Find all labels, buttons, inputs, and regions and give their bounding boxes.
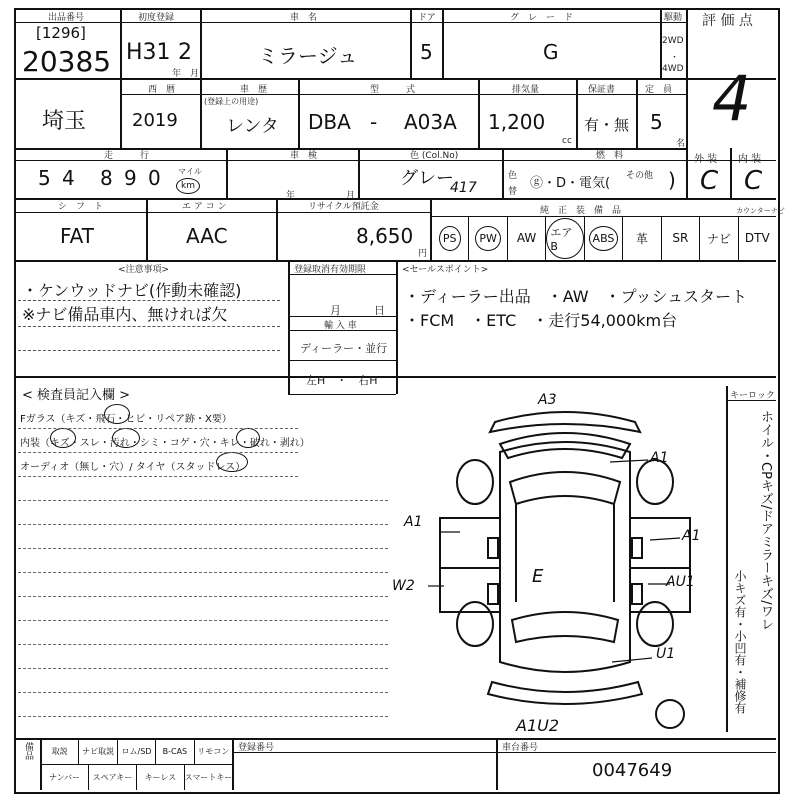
capacity: 5 (650, 110, 663, 134)
dashed-rule (18, 300, 280, 301)
exterior-label: 外 装 (694, 154, 718, 165)
aircon-label: エ ア コ ン (182, 202, 227, 212)
rear-right-wheel (637, 602, 673, 646)
warranty-label: 保証書 (588, 85, 616, 95)
right-door-front (630, 518, 690, 568)
grade-label: グ レ ー ド (510, 13, 574, 23)
col-divider (120, 78, 122, 148)
col-divider (146, 198, 148, 260)
dashed-rule (18, 524, 388, 525)
inspection-year: 年 (286, 191, 296, 201)
drive-4wd: 4WD (662, 64, 684, 74)
cc-unit: cc (562, 136, 572, 146)
western-label: 西 暦 (148, 85, 176, 95)
col-divider (576, 78, 578, 148)
inspector-line: オーディオ（無し・穴）/ タイヤ（スタッドレス） (20, 462, 246, 473)
col-divider (120, 8, 122, 78)
left-door-rear (440, 568, 500, 612)
spare-tire (656, 700, 684, 728)
caution-line: ※ナビ備品車内、無ければ欠 (22, 305, 228, 324)
color: グレー (400, 168, 454, 189)
year-unit: 年 (172, 69, 182, 79)
caution-label: <注意事項> (118, 265, 170, 275)
supply-item: B-CAS (155, 738, 193, 764)
dashed-rule (18, 716, 388, 717)
reg-number-label: 登録番号 (238, 743, 275, 753)
lot-bracket: [1296] (36, 24, 86, 42)
exterior-grade: C (700, 166, 719, 196)
col-divider (200, 78, 202, 148)
equipment-label: ABS (589, 226, 619, 251)
header-line (14, 212, 430, 213)
grade: G (543, 40, 559, 64)
carnavi-label: カウンターナビ (736, 207, 785, 215)
left-handle (488, 584, 498, 604)
row-divider (14, 376, 776, 378)
equipment-label: PW (475, 226, 501, 251)
dashed-rule (18, 452, 298, 453)
right-handle (632, 584, 642, 604)
rear-window (512, 612, 618, 642)
unit-mile: マイル (178, 167, 202, 176)
supply-item: リモコン (194, 738, 232, 764)
circle-mark (236, 428, 260, 448)
damage-mark: A3 (538, 392, 557, 408)
dashed-rule (18, 326, 280, 327)
front-right-wheel (637, 460, 673, 504)
key-lock-label: キーロック (730, 391, 775, 401)
col-divider (636, 78, 638, 148)
handle-value: 左H ・ 右H (306, 374, 378, 387)
car-name: ミラージュ (258, 44, 358, 68)
supplies-side-label: 備品 (23, 742, 33, 760)
pillars (516, 504, 614, 602)
rear-left-wheel (457, 602, 493, 646)
usage-label: 車 歴 (240, 85, 268, 95)
equipment-label: 革 (635, 231, 648, 246)
mileage-digit: 5 (38, 166, 51, 190)
inspector-line: Fガラス（キズ・飛石・ヒビ・リペア跡・X要） (20, 414, 232, 425)
row-divider (14, 78, 776, 80)
chassis-label: 車台番号 (502, 743, 539, 753)
mileage-digit: 9 (124, 166, 137, 190)
caution-line: ・ケンウッドナビ(作動未確認) (22, 281, 242, 300)
model-dash: - (370, 110, 378, 134)
mileage-label: 走 行 (104, 151, 150, 161)
chassis-number: 0047649 (592, 760, 673, 781)
model-code: A03A (404, 110, 457, 134)
first-reg-label: 初度登録 (138, 13, 175, 23)
col-divider (442, 8, 444, 78)
doors-label: ドア (418, 13, 436, 23)
drive-2wd: 2WD (662, 36, 684, 46)
fuel-close: ) (668, 168, 676, 192)
reg-era: H31 (126, 40, 171, 65)
drive-dot: ・ (670, 53, 680, 63)
col-divider (730, 148, 732, 198)
equipment-label: AW (516, 231, 537, 245)
col-divider (298, 78, 300, 148)
dashed-rule (18, 572, 388, 573)
equipment-row (430, 216, 776, 260)
header-line (14, 22, 686, 23)
capacity-unit: 名 (676, 139, 686, 149)
inspection-label: 車 検 (290, 151, 318, 161)
shift-label: シ フ ト (58, 202, 104, 212)
damage-mark: A1 (404, 514, 423, 530)
dashed-rule (18, 428, 298, 429)
doors: 5 (420, 40, 433, 64)
damage-mark: AU1 (666, 574, 695, 590)
right-mirror (632, 538, 642, 558)
color-code: 417 (450, 180, 477, 196)
mileage-digit: 8 (100, 166, 113, 190)
fuel: ⓖ・D・電気( (530, 176, 611, 191)
reg-expiry-label: 登録取消有効期限 (294, 265, 367, 275)
dashed-rule (18, 596, 388, 597)
col-divider (276, 198, 278, 260)
hood-front (500, 433, 630, 458)
warranty: 有・無 (584, 116, 630, 134)
equipment-label: SR (672, 231, 689, 245)
equipment-label: PS (439, 226, 461, 251)
equipment-label: DTV (744, 231, 770, 245)
equipment-item (545, 216, 583, 260)
import-value: ディーラー・並行 (300, 342, 388, 355)
inspection-month: 月 (346, 191, 356, 201)
lot-label: 出品番号 (48, 13, 85, 23)
damage-mark: A1 (682, 528, 701, 544)
col-divider (686, 148, 688, 198)
score: 4 (712, 62, 752, 135)
damage-mark: U1 (656, 646, 676, 662)
import-label: 輸 入 車 (324, 321, 357, 331)
supplies-row-1 (40, 738, 232, 764)
damage-mark: E (532, 566, 544, 587)
color-change-1: 色 (508, 171, 518, 181)
dashed-rule (18, 692, 388, 693)
inspector-line: 内装（キズ・スレ・汚れ・シミ・コゲ・穴・キレ・破れ・剥れ） (20, 438, 310, 449)
region: 埼玉 (42, 109, 87, 134)
col-divider (410, 8, 412, 78)
equipment-label: エアB (546, 218, 583, 259)
capacity-label: 定 員 (645, 85, 673, 95)
equipment-item (661, 216, 699, 260)
western-year: 2019 (132, 110, 178, 131)
car-name-label: 車 名 (290, 13, 318, 23)
col-divider (200, 8, 202, 78)
sales-label: <セールスポイント> (402, 265, 489, 275)
dashed-rule (18, 620, 388, 621)
circle-mark (112, 428, 140, 448)
left-mirror (488, 538, 498, 558)
supply-item: ナビ取説 (78, 738, 116, 764)
recycle-amount: 8,650 (356, 224, 414, 248)
equipment-item (430, 216, 468, 260)
windshield (510, 472, 620, 504)
circle-mark (50, 428, 76, 448)
interior-grade: C (744, 166, 763, 196)
car-diagram (400, 392, 726, 738)
supply-item: 取説 (40, 738, 78, 764)
side-note-2: 小キズ有・小凹有・補修有 (733, 570, 747, 714)
col-divider (358, 148, 360, 198)
circle-mark (104, 404, 130, 424)
mileage-digit: 4 (62, 166, 75, 190)
fuel-other-label: その他 (626, 171, 654, 181)
usage: レンタ (226, 116, 279, 137)
displacement: 1,200 (488, 110, 546, 134)
supply-item: スペアキー (88, 764, 136, 790)
color-label: 色 (Col.No) (410, 151, 459, 161)
body-outline (500, 442, 630, 672)
dashed-rule (18, 668, 388, 669)
circle-mark (216, 452, 248, 472)
reg-month: 2 (178, 40, 192, 65)
front-bumper (490, 412, 640, 432)
aircon: AAC (186, 224, 228, 248)
dashed-rule (18, 500, 388, 501)
equipment-item (468, 216, 506, 260)
damage-mark: W2 (392, 578, 415, 594)
displacement-label: 排気量 (512, 85, 540, 95)
usage-sub: (登録上の用途) (204, 97, 259, 106)
recycle-label: リサイクル預託金 (308, 202, 379, 212)
col-divider (502, 148, 504, 198)
equipment-label: ナビ (706, 231, 731, 246)
dashed-rule (18, 548, 388, 549)
col-divider (288, 260, 290, 394)
equipment-item (738, 216, 776, 260)
supply-item: ナンバー (40, 764, 88, 790)
model-label: 型 式 (370, 85, 416, 95)
equipment-item (622, 216, 660, 260)
sales-line: ・FCM ・ETC ・走行54,000km台 (404, 311, 678, 330)
side-note: ホイル・CPキズ/ドアミラーキズ/ワレ (758, 410, 773, 631)
equipment-item (584, 216, 622, 260)
inspector-title: < 検査員記入欄 > (22, 388, 131, 403)
lot-number: 20385 (22, 45, 112, 78)
damage-mark: A1 (650, 450, 669, 466)
interior-label: 内 装 (738, 154, 762, 165)
header-line (288, 394, 396, 395)
dashed-rule (18, 476, 298, 477)
fuel-label: 燃 料 (596, 151, 624, 161)
color-change-2: 替 (508, 187, 518, 197)
drive-label: 駆動 (664, 13, 683, 23)
supplies-row-2 (40, 764, 232, 790)
equipment-item (507, 216, 545, 260)
sales-line: ・ディーラー出品 ・AW ・プッシュスタート (404, 287, 748, 306)
row-divider (14, 198, 776, 200)
mileage-digit: 0 (148, 166, 161, 190)
supply-item: スマートキー (184, 764, 232, 790)
yen-unit: 円 (418, 249, 428, 259)
supply-item: ロム/SD (117, 738, 155, 764)
col-divider (496, 738, 498, 790)
left-door-front (440, 518, 500, 568)
header-line (288, 360, 396, 361)
score-label: 評 価 点 (702, 13, 753, 29)
col-divider (686, 8, 688, 148)
rear-bumper (488, 682, 642, 704)
equipment-item (699, 216, 737, 260)
reg-day: 日 (374, 304, 385, 317)
col-divider (226, 148, 228, 198)
unit-km: km (176, 178, 200, 194)
dashed-rule (18, 350, 280, 351)
equip-label: 純 正 装 備 品 (540, 206, 622, 216)
model-prefix: DBA (308, 110, 351, 134)
damage-mark: A1U2 (516, 716, 560, 735)
supply-item: キーレス (136, 764, 184, 790)
dashed-rule (18, 644, 388, 645)
shift: FAT (60, 224, 95, 248)
month-unit: 月 (190, 69, 200, 79)
col-divider (478, 78, 480, 148)
front-left-wheel (457, 460, 493, 504)
col-divider (396, 260, 398, 394)
reg-month: 月 (330, 304, 341, 317)
